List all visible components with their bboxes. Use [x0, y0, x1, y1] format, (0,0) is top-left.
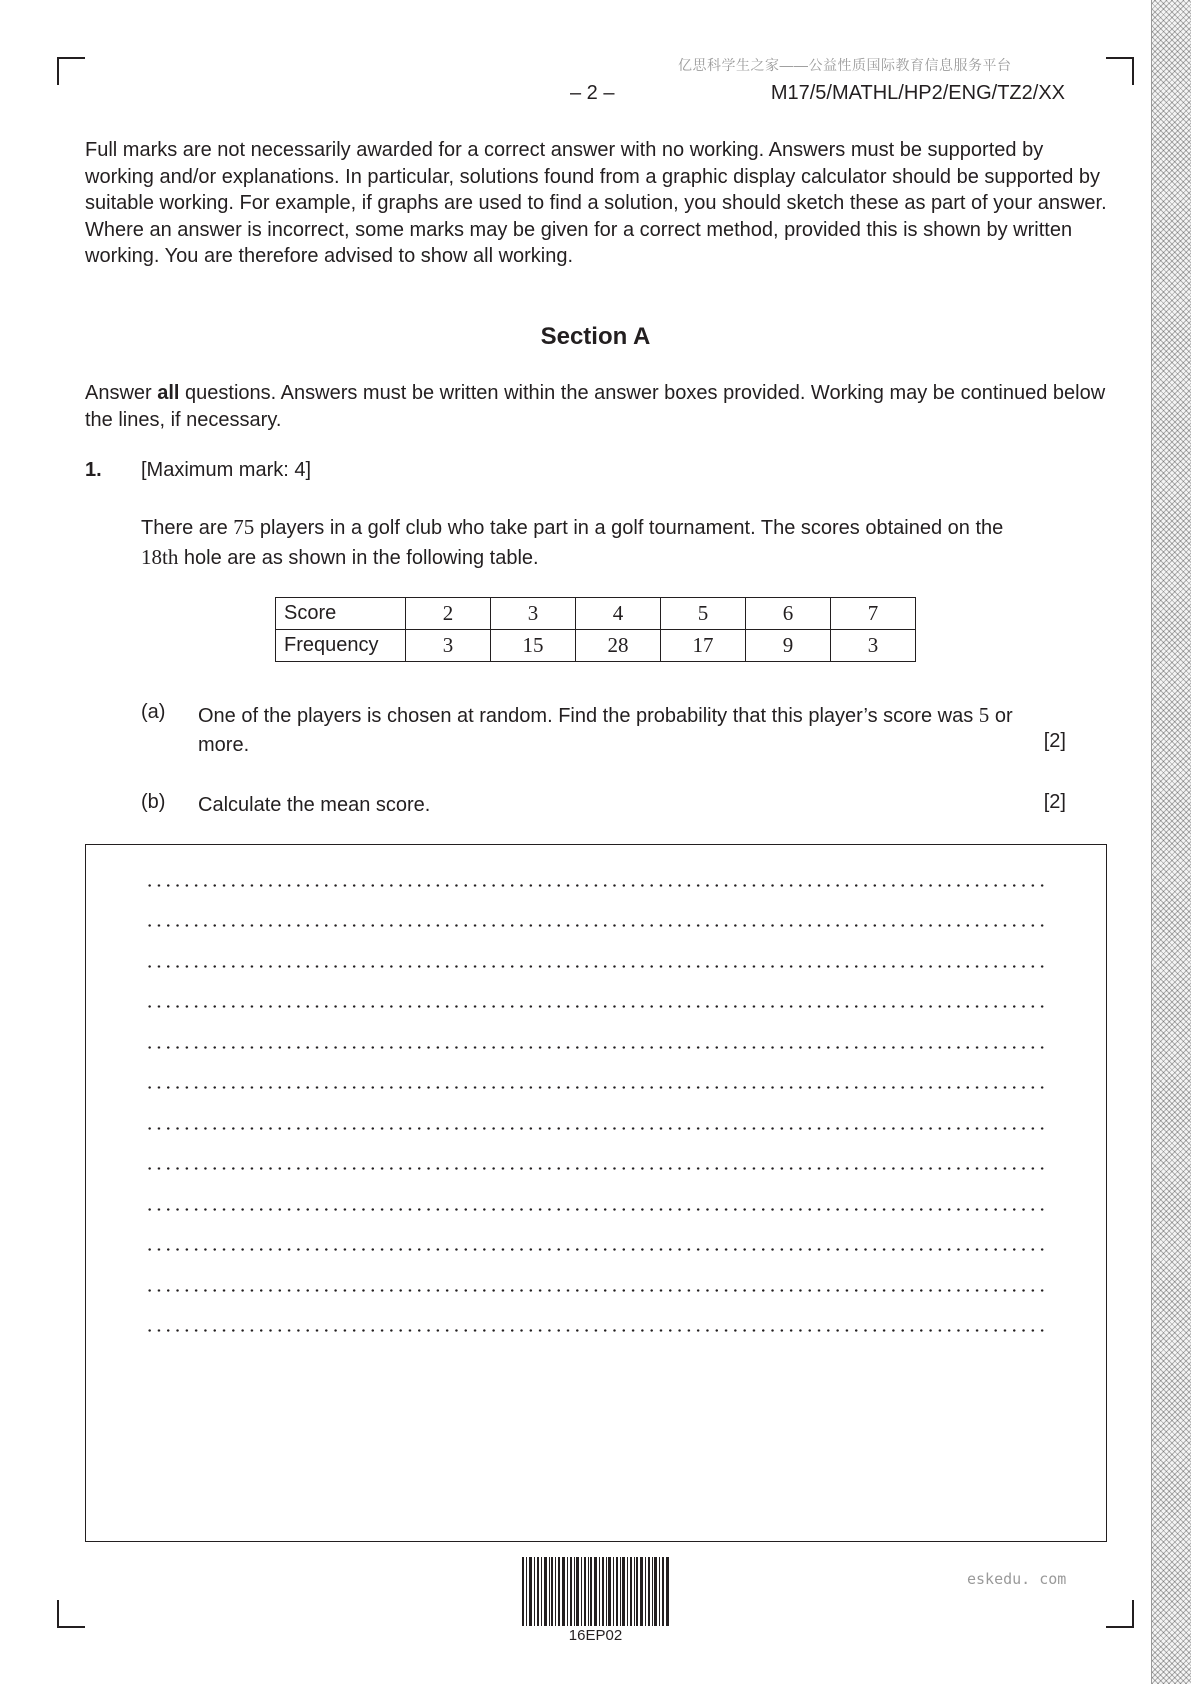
answer-line[interactable] [145, 1329, 1047, 1332]
answer-box[interactable] [85, 844, 1107, 1542]
section-title: Section A [540, 323, 651, 350]
score-cell: 4 [576, 598, 661, 630]
crop-mark-top-left [57, 57, 85, 85]
answer-line[interactable] [145, 1248, 1047, 1251]
answer-line[interactable] [145, 1208, 1047, 1211]
answer-line[interactable] [145, 1046, 1047, 1049]
working-instructions: Full marks are not necessarily awarded for a correct answer with no working. Answers must be supported by working and/or explanations. In particular, solutions found from a graphic display calculator should be supported by suitable working. For example, if graphs are used to find a solution, you should sketch these as part of your answer. Where an answer is incorrect, some marks may be given for a correct method, provided this is shown by written working. You are therefore advised to show all working. [85, 139, 1107, 267]
frequency-cell: 28 [576, 630, 661, 662]
header-watermark: 亿思科学生之家——公益性质国际教育信息服务平台 [678, 57, 1012, 73]
hole-number: 18th [141, 544, 179, 569]
paper-code: M17/5/MATHL/HP2/ENG/TZ2/XX [770, 82, 1065, 104]
part-a-text-2: or more. [198, 705, 1013, 756]
crop-mark-bottom-left [57, 1600, 85, 1628]
question-max-mark: [Maximum mark: 4] [141, 459, 312, 481]
frequency-cell: 17 [661, 630, 746, 662]
score-cell: 5 [661, 598, 746, 630]
stem-part-1: There are [141, 517, 234, 539]
score-cell: 6 [746, 598, 831, 630]
question-stem [141, 513, 1041, 572]
frequency-table [275, 597, 916, 662]
answer-line[interactable] [145, 1127, 1047, 1130]
part-a-text [198, 701, 1038, 759]
crop-mark-top-right [1106, 57, 1134, 85]
answer-line[interactable] [145, 884, 1047, 887]
answer-emphasis: all [157, 382, 180, 404]
part-b-marks: [2] [1043, 791, 1066, 813]
margin-strip [1151, 0, 1191, 1684]
frequency-cell: 9 [746, 630, 831, 662]
player-count: 75 [233, 515, 255, 539]
part-b-text: Calculate the mean score. [198, 794, 431, 816]
score-cell: 3 [491, 598, 576, 630]
barcode-label: 16EP02 [568, 1627, 623, 1644]
frequency-cell: 15 [491, 630, 576, 662]
crop-mark-bottom-right [1106, 1600, 1134, 1628]
answer-prefix: Answer [85, 382, 158, 404]
answer-line[interactable] [145, 924, 1047, 927]
page-number: – 2 – [570, 82, 615, 104]
score-cell: 2 [406, 598, 491, 630]
answer-line[interactable] [145, 1167, 1047, 1170]
score-cell: 7 [831, 598, 916, 630]
stem-part-2: players in a golf club who take part in a golf tournament. The scores obtained on the [254, 517, 1004, 539]
score-row [276, 598, 916, 630]
answer-suffix: questions. Answers must be written within the answer boxes provided. Working may be continued below the lines, if necessary. [85, 382, 1106, 431]
part-a-marks: [2] [1043, 730, 1066, 752]
answer-line[interactable] [145, 965, 1047, 968]
part-a-value: 5 [978, 703, 990, 727]
answer-line[interactable] [145, 1005, 1047, 1008]
frequency-cell: 3 [831, 630, 916, 662]
part-a-text-1: One of the players is chosen at random. Find the probability that this player’s score was [198, 705, 979, 727]
stem-part-3: hole are as shown in the following table. [178, 546, 539, 569]
footer-watermark: eskedu. com [967, 1570, 1067, 1588]
part-b-label: (b) [141, 791, 166, 813]
answer-line[interactable] [145, 1289, 1047, 1292]
question-number: 1. [85, 459, 102, 481]
section-instructions [85, 380, 1107, 433]
score-header: Score [276, 598, 406, 630]
answer-line[interactable] [145, 1086, 1047, 1089]
frequency-cell: 3 [406, 630, 491, 662]
barcode [522, 1557, 669, 1626]
frequency-header: Frequency [276, 630, 406, 662]
frequency-row [276, 630, 916, 662]
part-a-label: (a) [141, 701, 166, 723]
